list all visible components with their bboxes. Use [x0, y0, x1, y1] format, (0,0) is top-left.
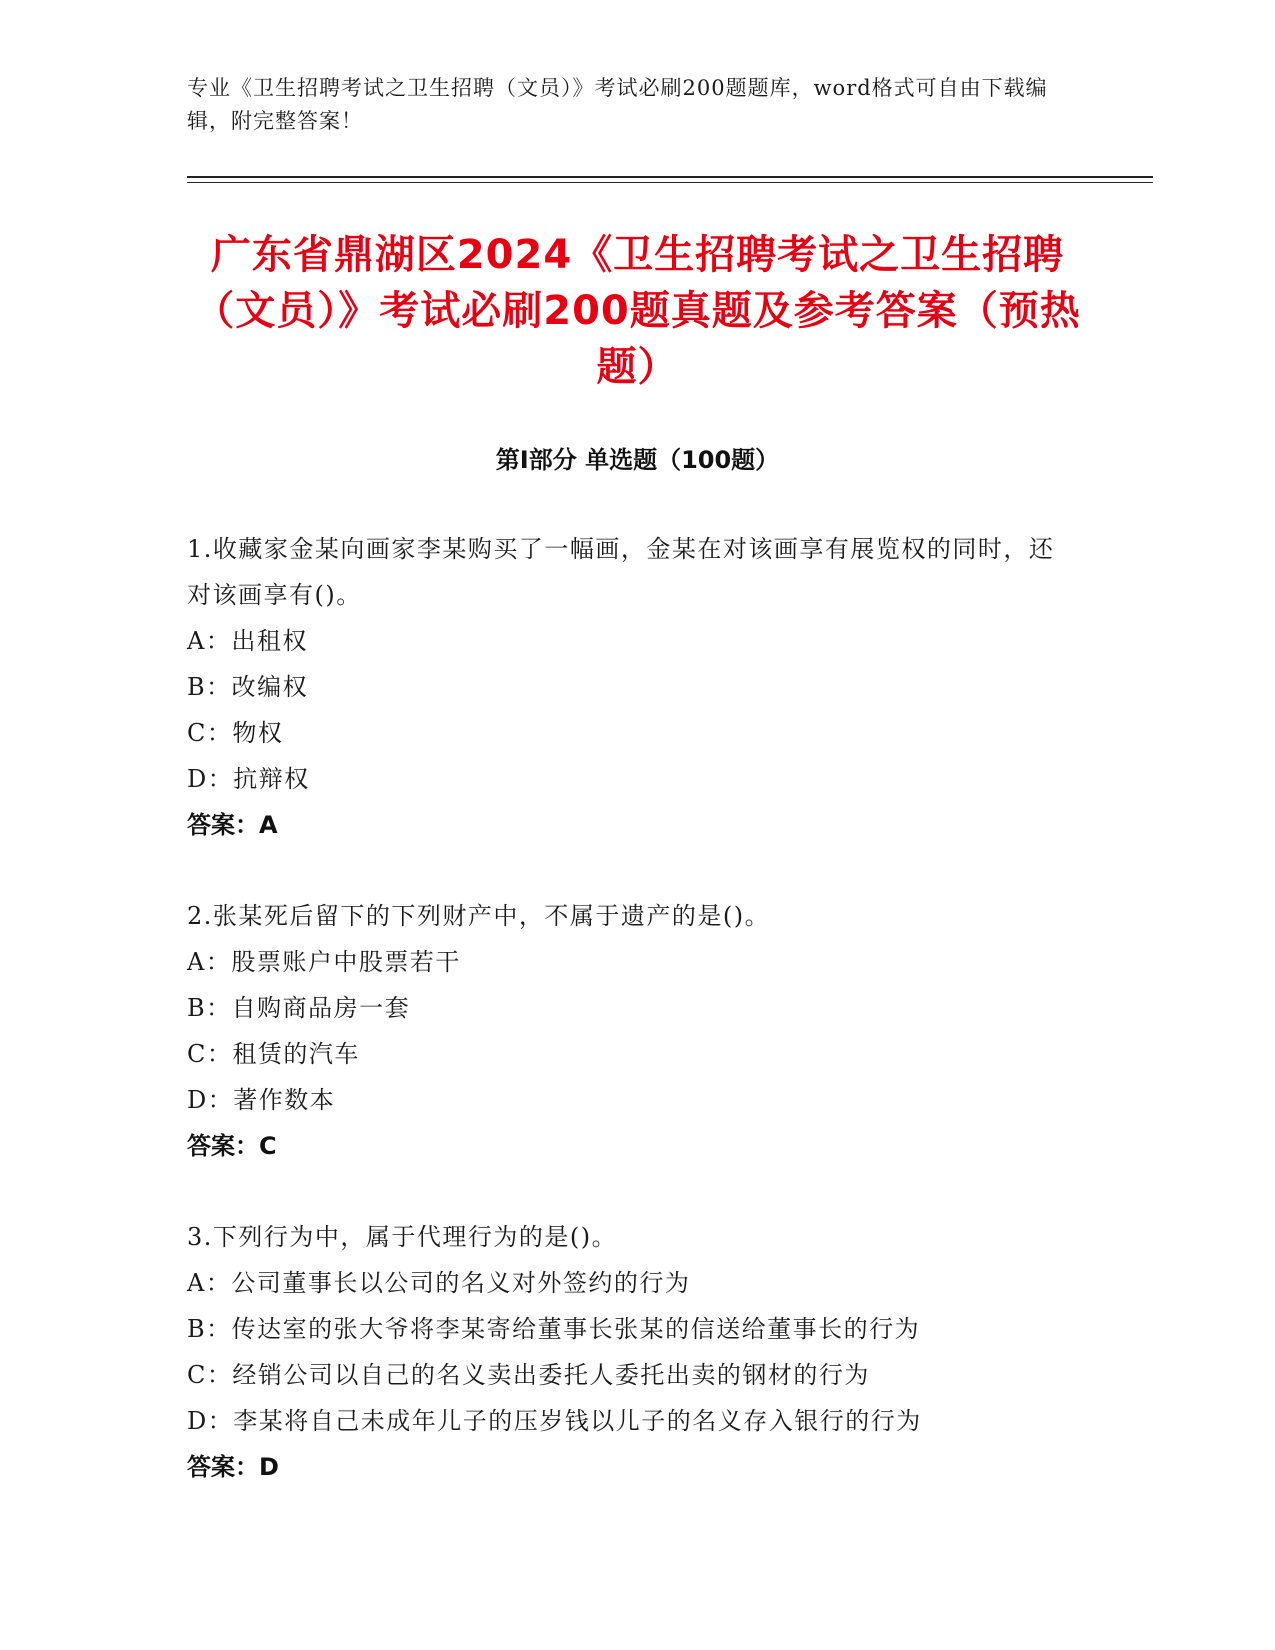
option-d: D：李某将自己未成年儿子的压岁钱以儿子的名义存入银行的行为	[187, 1407, 922, 1435]
option-a: A：股票账户中股票若干	[187, 948, 461, 976]
question-2	[187, 893, 1067, 1169]
answer: 答案：C	[187, 1132, 277, 1160]
option-b: B：传达室的张大爷将李某寄给董事长张某的信送给董事长的行为	[187, 1315, 921, 1343]
option-d: D：抗辩权	[187, 765, 310, 793]
question-3	[187, 1214, 1067, 1490]
question-stem: 3.下列行为中，属于代理行为的是()。	[187, 1223, 618, 1251]
section-title: 第Ⅰ部分 单选题（100题）	[495, 446, 780, 474]
question-stem: 1.收藏家金某向画家李某购买了一幅画，金某在对该画享有展览权的同时，还对该画享有()。	[187, 535, 1055, 609]
header-divider-thick	[187, 176, 1153, 178]
option-c: C：物权	[187, 719, 284, 747]
option-c: C：租赁的汽车	[187, 1040, 360, 1068]
option-d: D：著作数本	[187, 1086, 336, 1114]
question-stem: 2.张某死后留下的下列财产中，不属于遗产的是()。	[187, 902, 771, 930]
answer: 答案：D	[187, 1453, 279, 1481]
document-title: 广东省鼎湖区2024《卫生招聘考试之卫生招聘（文员）》考试必刷200题真题及参考答案（预热题）	[194, 232, 1081, 390]
question-1	[187, 526, 1067, 848]
answer: 答案：A	[187, 811, 278, 839]
option-a: A：出租权	[187, 627, 308, 655]
option-a: A：公司董事长以公司的名义对外签约的行为	[187, 1269, 691, 1297]
header-divider-thin	[187, 182, 1153, 183]
option-b: B：改编权	[187, 673, 309, 701]
question-list	[187, 526, 1067, 1535]
header-description: 专业《卫生招聘考试之卫生招聘（文员）》考试必刷200题题库，word格式可自由下载编辑，附完整答案！	[187, 76, 1048, 133]
option-b: B：自购商品房一套	[187, 994, 411, 1022]
option-c: C：经销公司以自己的名义卖出委托人委托出卖的钢材的行为	[187, 1361, 870, 1389]
